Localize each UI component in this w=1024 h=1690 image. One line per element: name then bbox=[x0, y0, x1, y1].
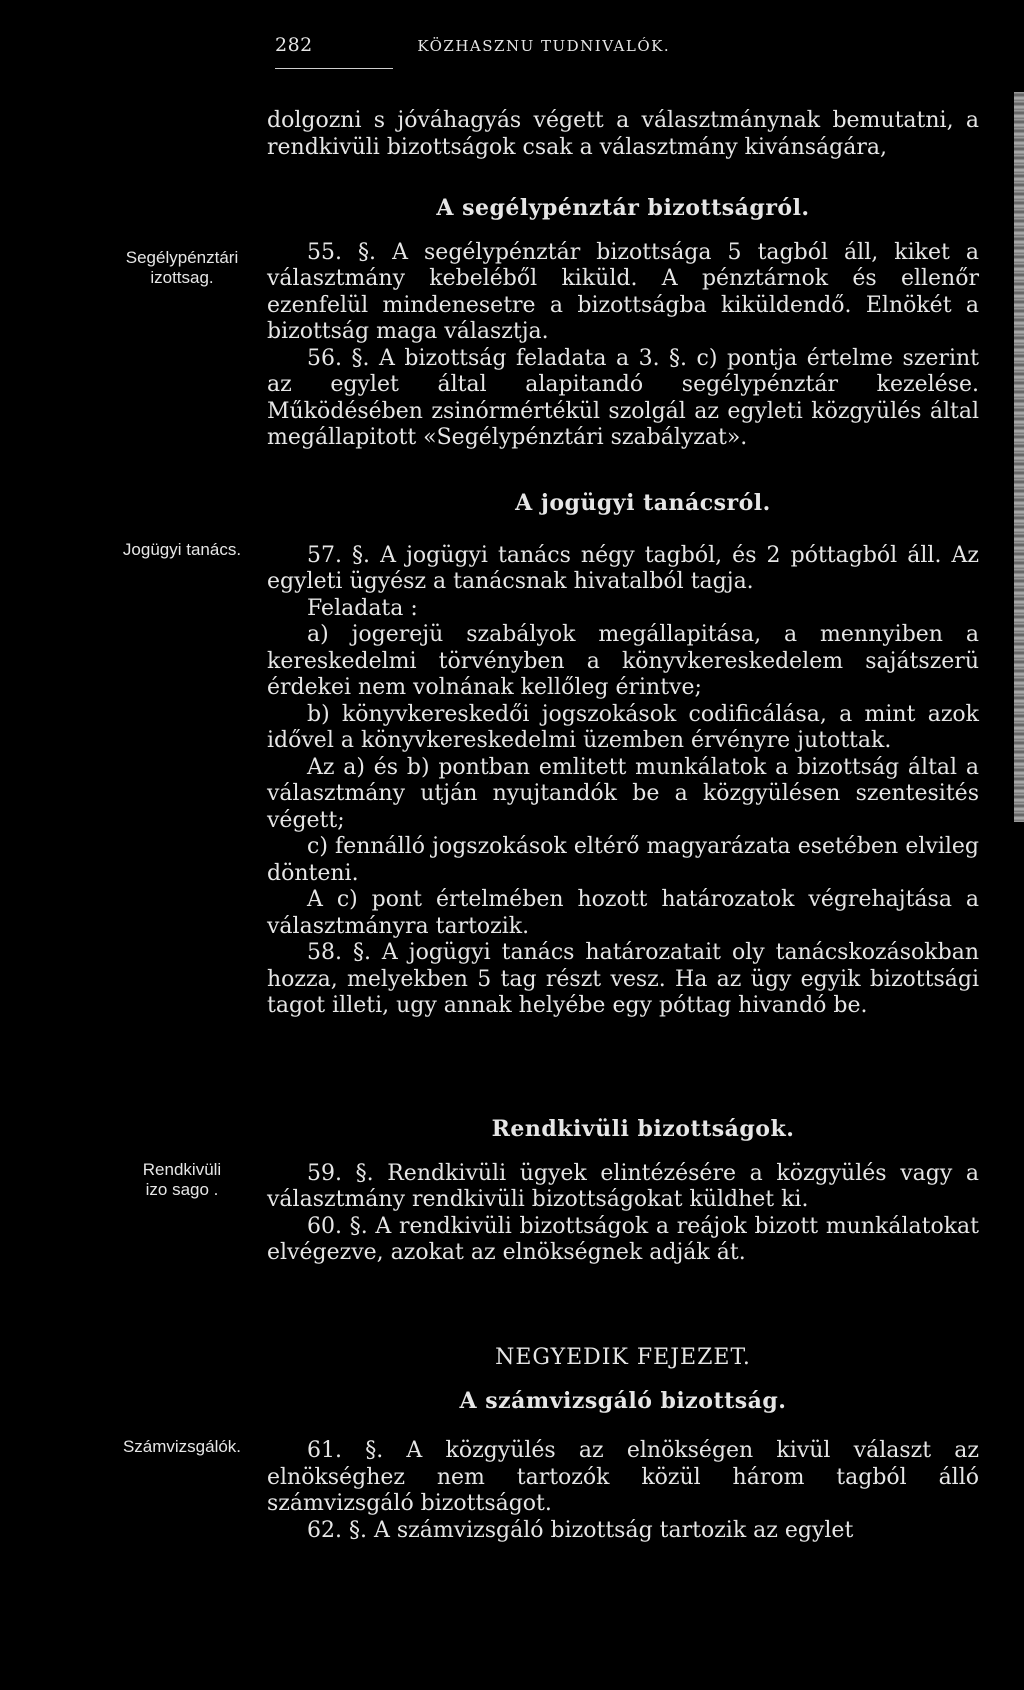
paragraph-point-c: c) fennálló jogszokások eltérő magyarázata esetében elvileg dönteni. bbox=[267, 834, 979, 886]
page-number: 282 bbox=[275, 34, 313, 56]
chapter-heading: NEGYEDIK FEJEZET. bbox=[495, 1345, 751, 1370]
paragraph-point-b: b) könyvkereskedői jogszokások codificálása, a mint azok idővel a könyvkereskedelmi üzemben érvényre jutottak. bbox=[267, 701, 979, 753]
margin-note-segelypenztari bbox=[102, 248, 262, 288]
paragraph-feladata: Feladata : bbox=[307, 595, 418, 621]
margin-note-jogugyi bbox=[102, 540, 262, 560]
paragraph-60: 60. §. A rendkivüli bizottságok a reájok bizott munkálatokat elvégezve, azokat az elnökségnek adják át. bbox=[267, 1213, 979, 1265]
margin-note-line: Segélypénztári bbox=[125, 248, 239, 267]
paragraph-ac: A c) pont értelmében hozott határozatok végrehajtása a választmányra tartozik. bbox=[267, 887, 979, 939]
margin-note-line: Jogügyi tanács. bbox=[122, 540, 242, 559]
margin-note-line: Rendkivüli bbox=[142, 1160, 222, 1179]
margin-note-rendkivuli bbox=[102, 1160, 262, 1200]
paragraph-intro: dolgozni s jóváhagyás végett a választmánynak bemutatni, a rendkivüli bizottságok csak a választmány kivánságára, bbox=[267, 108, 979, 160]
margin-note-line: Számvizsgálók. bbox=[122, 1437, 242, 1456]
section-segelypenztar bbox=[267, 195, 979, 452]
paragraph-az: Az a) és b) pontban emlitett munkálatok a bizottság által a választmány utján nyujtandók be a közgyülésen szentesités végett; bbox=[267, 754, 979, 833]
margin-note-szamvizsgalok bbox=[102, 1437, 262, 1457]
paragraph-55: 55. §. A segélypénztár bizottsága 5 tagból áll, kiket a választmány kebeléből kiküld. A pénztárnok és ellenőr ezenfelül mindenesetre a bizottságba kiküldendő. Elnökét a bizottság maga választja. bbox=[267, 239, 979, 344]
heading-szamvizsgalo: A számvizsgáló bizottság. bbox=[459, 1387, 787, 1414]
section-rendkivuli bbox=[267, 1116, 979, 1267]
running-head bbox=[275, 34, 670, 56]
paragraph-61: 61. §. A közgyülés az elnökségen kivül választ az elnökséghez nem tartozók közül három tagból álló számvizsgáló bizottságot. bbox=[267, 1438, 979, 1516]
heading-rendkivuli: Rendkivüli bizottságok. bbox=[491, 1116, 795, 1142]
paragraph-57: 57. §. A jogügyi tanács négy tagból, és 2 póttagból áll. Az egyleti ügyész a tanácsnak hivatalból tagja. bbox=[267, 542, 979, 594]
body-text-top bbox=[267, 108, 979, 161]
scan-edge-artifact bbox=[1014, 92, 1024, 822]
heading-jogugyi: A jogügyi tanácsról. bbox=[515, 490, 771, 516]
margin-note-line: izottsag. bbox=[150, 268, 214, 287]
running-title: KÖZHASZNU TUDNIVALÓK. bbox=[417, 37, 671, 55]
margin-note-line: izo sago . bbox=[145, 1180, 219, 1199]
paragraph-62: 62. §. A számvizsgáló bizottság tartozik az egylet bbox=[307, 1517, 854, 1543]
heading-segelypenztar: A segélypénztár bizottságról. bbox=[436, 195, 810, 221]
paragraph-point-a: a) jogerejü szabályok megállapitása, a mennyiben a kereskedelmi törvényben a könyvkereskedelem sajátszerü érdekei nem volnának kellőleg érintve; bbox=[267, 622, 979, 700]
section-jogugyi bbox=[267, 490, 979, 1020]
paragraph-56: 56. §. A bizottság feladata a 3. §. c) pontja értelme szerint az egylet által alapitandó segélypénztár kezelése. Működésében zsinórmértékül szolgál az egyleti közgyülés által megállapitott «Segélypénztári szabályzat». bbox=[267, 345, 979, 450]
paragraph-58: 58. §. A jogügyi tanács határozatait oly tanácskozásokban hozza, melyekben 5 tag részt vesz. Ha az ügy egyik bizottsági tagot illeti, ugy annak helyébe egy póttag hivandó be. bbox=[267, 940, 979, 1018]
section-negyedik bbox=[267, 1345, 979, 1544]
paragraph-59: 59. §. Rendkivüli ügyek elintézésére a közgyülés vagy a választmány rendkivüli bizottságokat küldhet ki. bbox=[267, 1160, 979, 1212]
header-rule bbox=[275, 68, 393, 69]
